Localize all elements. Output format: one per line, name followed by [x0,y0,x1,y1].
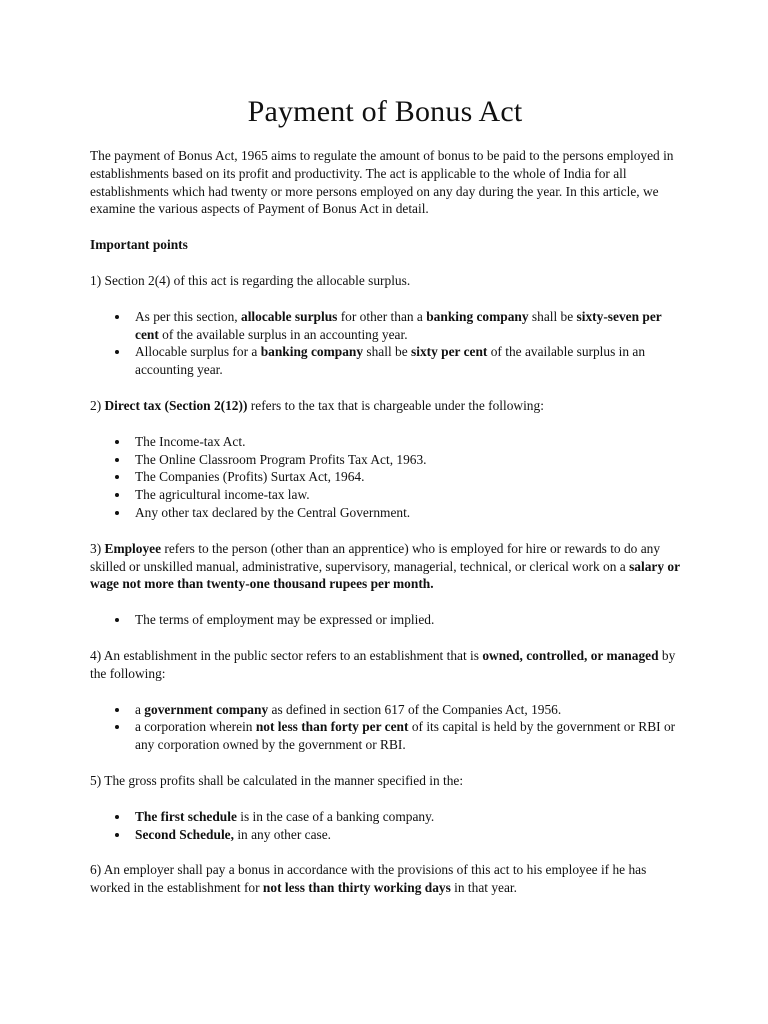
section-2-text: 2) Direct tax (Section 2(12)) refers to the tax that is chargeable under the following: [90,397,544,413]
section-5-list [90,808,680,844]
section-4-list [90,701,680,754]
section-3-list [90,611,680,629]
list-item: a corporation wherein not less than forty per cent of its capital is held by the government or RBI or any corporation owned by the government or RBI. [135,718,680,754]
section-1-list [90,308,680,379]
list-item: The terms of employment may be expressed or implied. [135,611,680,629]
important-points-heading: Important points [90,237,188,253]
section-2-list [90,433,680,522]
list-item: Second Schedule, in any other case. [135,826,680,844]
list-item: a government company as defined in section 617 of the Companies Act, 1956. [135,701,680,719]
section-5-text: 5) The gross profits shall be calculated in the manner specified in the: [90,772,464,788]
list-item: The Income-tax Act. [135,433,680,451]
list-item: The Online Classroom Program Profits Tax Act, 1963. [135,451,680,469]
section-3-text: 3) Employee refers to the person (other than an apprentice) who is employed for hire or rewards to do any skilled or unskilled manual, administrative, supervisory, managerial, technical, or clerical work on a salary or wage not more than twenty-one thousand rupees per month. [90,540,680,592]
list-item: Allocable surplus for a banking company shall be sixty per cent of the available surplus in an accounting year. [135,343,680,379]
document-title: Payment of Bonus Act [247,95,523,128]
section-6-text: 6) An employer shall pay a bonus in accordance with the provisions of this act to his employee if he has worked in the establishment for not less than thirty working days in that year. [90,862,647,896]
section-1-text: 1) Section 2(4) of this act is regarding the allocable surplus. [90,272,411,288]
list-item: As per this section, allocable surplus for other than a banking company shall be sixty-seven per cent of the available surplus in an accounting year. [135,308,680,344]
intro-paragraph: The payment of Bonus Act, 1965 aims to regulate the amount of bonus to be paid to the persons employed in establishments based on its profit and productivity. The act is applicable to the whole of India for all establishments which had twenty or more persons employed on any day during the year. In this article, we examine the various aspects of Payment of Bonus Act in detail. [90,148,674,217]
section-4-text: 4) An establishment in the public sector refers to an establishment that is owned, controlled, or managed by the following: [90,647,676,681]
list-item: The first schedule is in the case of a banking company. [135,808,680,826]
list-item: Any other tax declared by the Central Government. [135,504,680,522]
list-item: The agricultural income-tax law. [135,486,680,504]
list-item: The Companies (Profits) Surtax Act, 1964. [135,468,680,486]
